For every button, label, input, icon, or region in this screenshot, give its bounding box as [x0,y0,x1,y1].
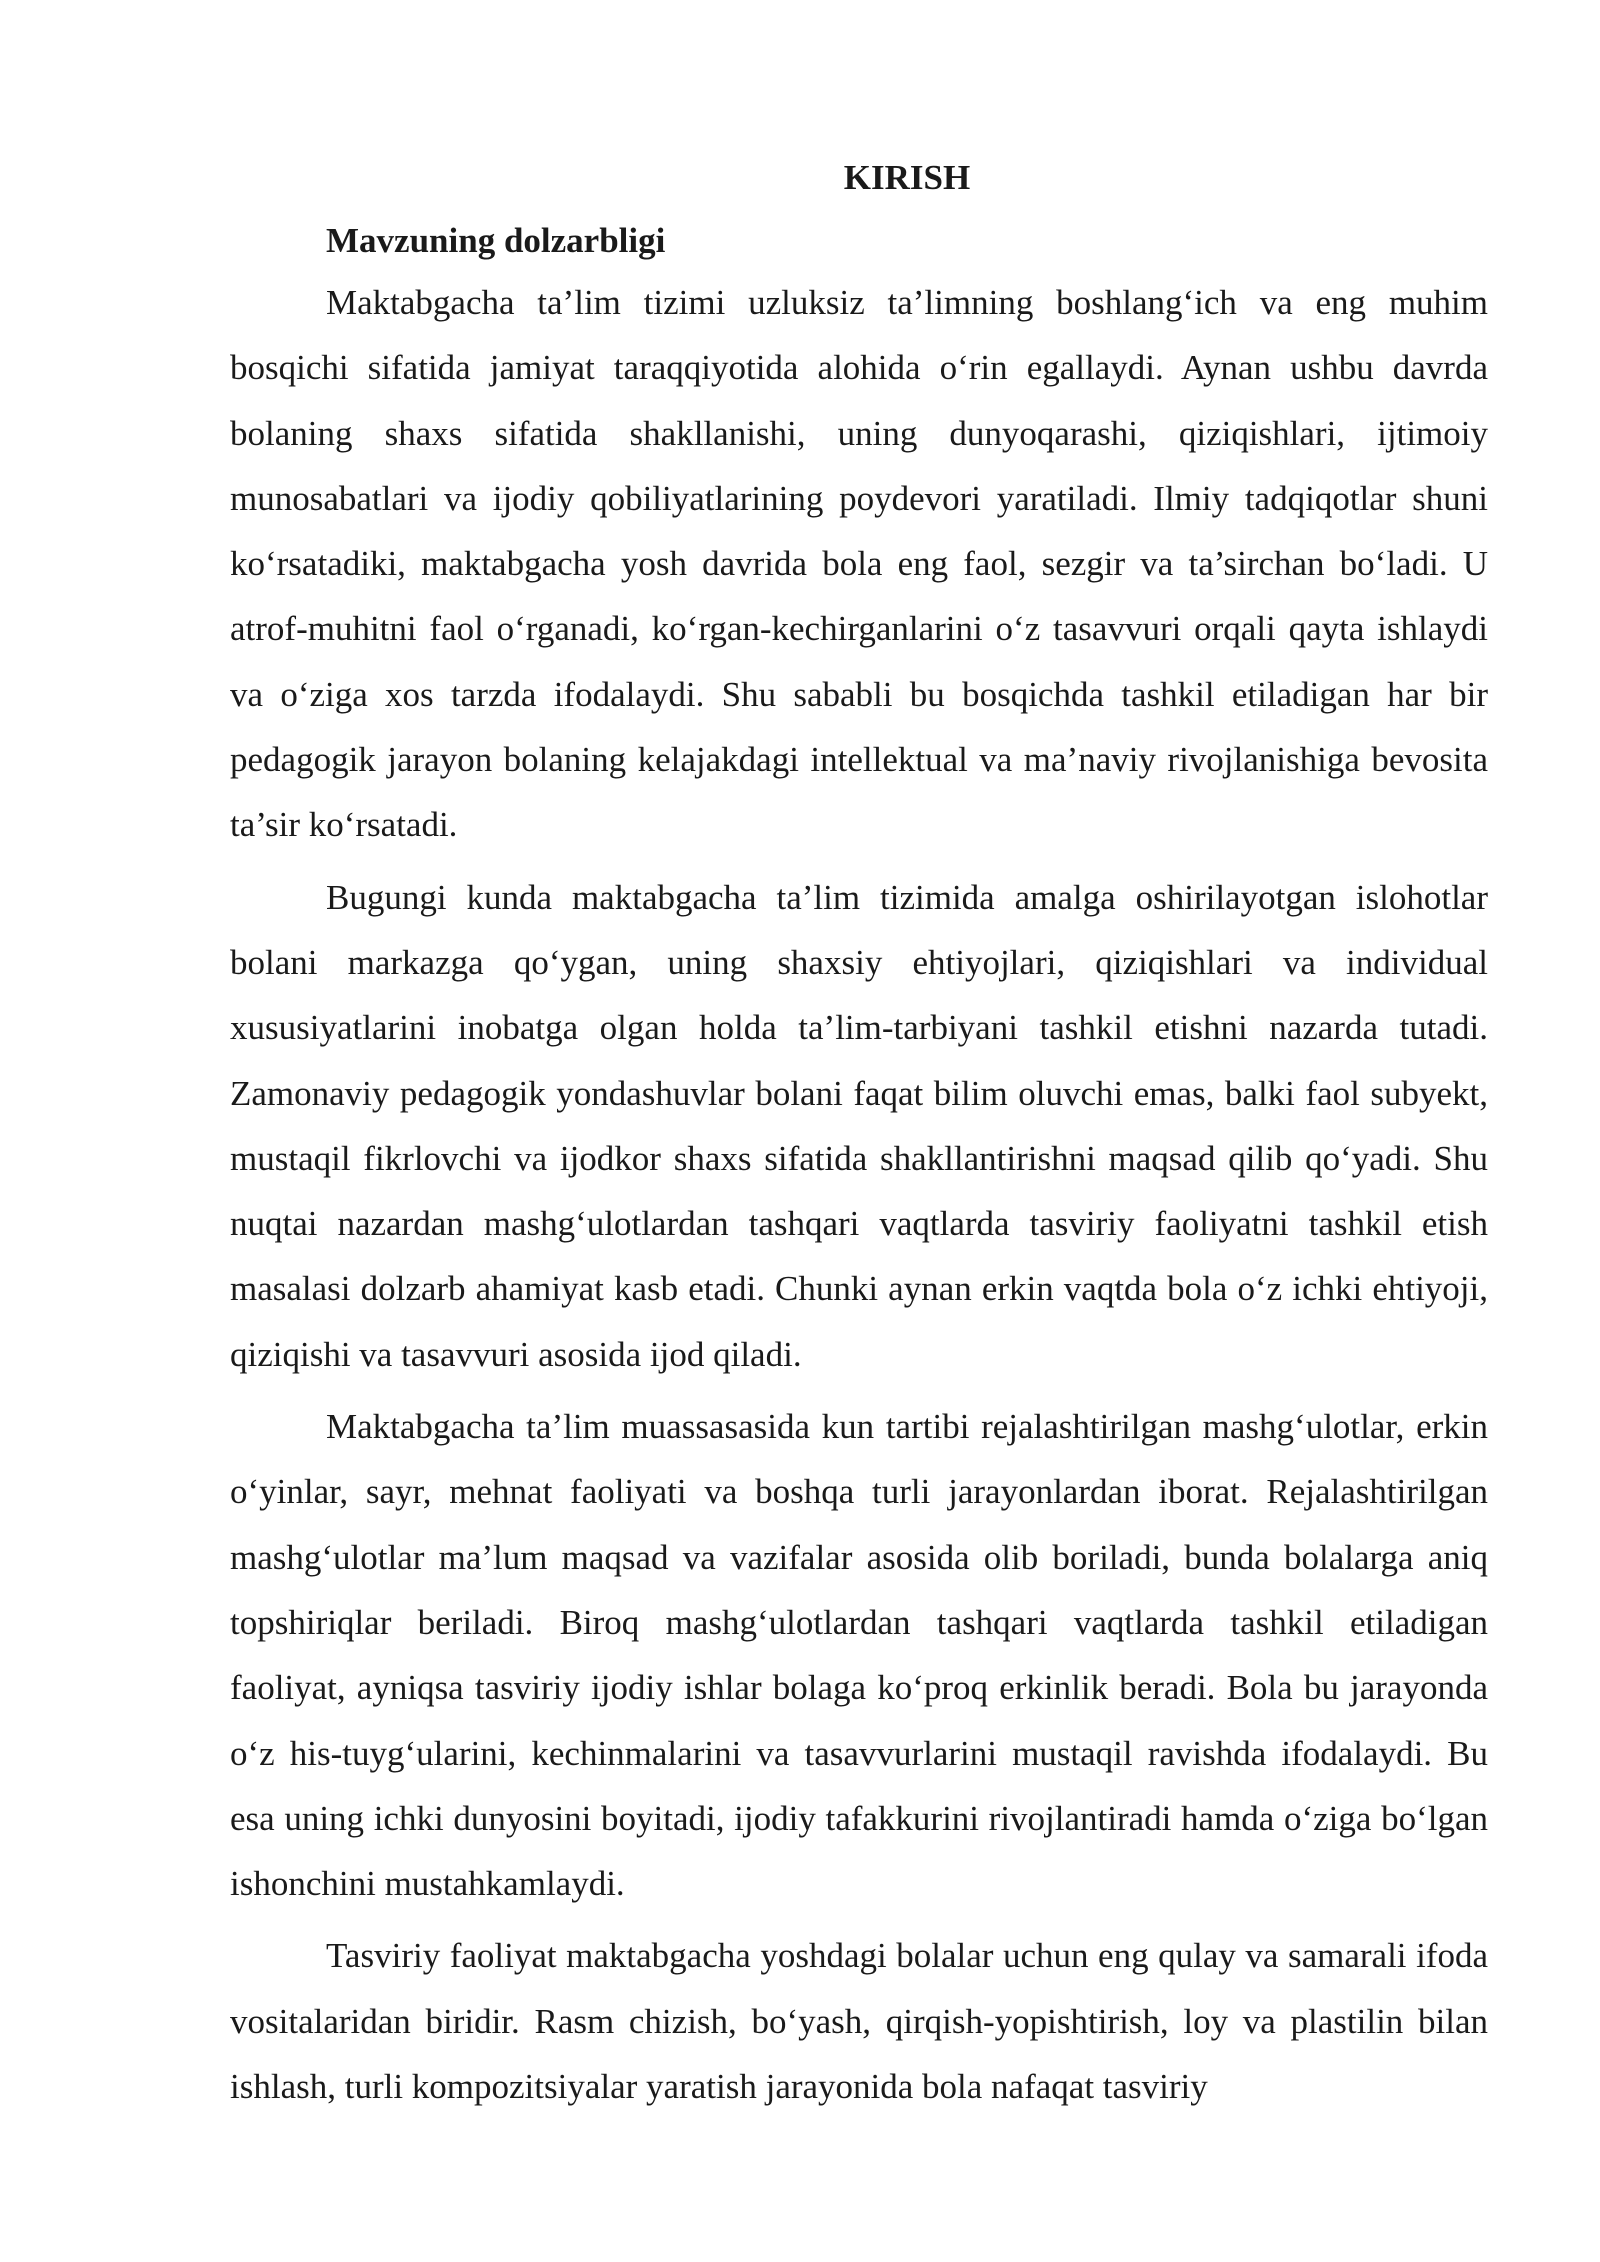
paragraph-1: Maktabgacha ta’lim tizimi uzluksiz ta’limning boshlang‘ich va eng muhim bosqichi sifatida jamiyat taraqqiyotida alohida o‘rin egallaydi. Aynan ushbu davrda bolaning shaxs sifatida shakllanishi, uning dunyoqarashi, qiziqishlari, ijtimoiy munosabatlari va ijodiy qobiliyatlarining poydevori yaratiladi. Ilmiy tadqiqotlar shuni ko‘rsatadiki, maktabgacha yosh davrida bola eng faol, sezgir va ta’sirchan bo‘ladi. U atrof-muhitni faol o‘rganadi, ko‘rgan-kechirganlarini o‘z tasavvuri orqali qayta ishlaydi va o‘ziga xos tarzda ifodalaydi. Shu sababli bu bosqichda tashkil etiladigan har bir pedagogik jarayon bolaning kelajakdagi intellektual va ma’naviy rivojlanishiga bevosita ta’sir ko‘rsatadi. [230,283,1488,845]
paragraph-4: Tasviriy faoliyat maktabgacha yoshdagi bolalar uchun eng qulay va samarali ifoda vositalaridan biridir. Rasm chizish, bo‘yash, qirqish-yopishtirish, loy va plastilin bilan ishlash, turli kompozitsiyalar yaratish jarayonida bola nafaqat tasviriy [230,1936,1488,2107]
paragraph-2: Bugungi kunda maktabgacha ta’lim tizimida amalga oshirilayotgan islohotlar bolani markazga qo‘ygan, uning shaxsiy ehtiyojlari, qiziqishlari va individual xususiyatlarini inobatga olgan holda ta’lim-tarbiyani tashkil etishni nazarda tutadi. Zamonaviy pedagogik yondashuvlar bolani faqat bilim oluvchi emas, balki faol subyekt, mustaqil fikrlovchi va ijodkor shaxs sifatida shakllantirishni maqsad qilib qo‘yadi. Shu nuqtai nazardan mashg‘ulotlardan tashqari vaqtlarda tasviriy faoliyatni tashkil etish masalasi dolzarb ahamiyat kasb etadi. Chunki aynan erkin vaqtda bola o‘z ichki ehtiyoji, qiziqishi va tasavvuri asosida ijod qiladi. [230,877,1488,1374]
section-heading: Mavzuning dolzarbligi [326,221,666,260]
paragraphs [230,270,1488,2119]
paragraph-3: Maktabgacha ta’lim muassasasida kun tartibi rejalashtirilgan mashg‘ulotlar, erkin o‘yinlar, sayr, mehnat faoliyati va boshqa turli jarayonlardan iborat. Rejalashtirilgan mashg‘ulotlar ma’lum maqsad va vazifalar asosida olib boriladi, bunda bolalarga aniq topshiriqlar beriladi. Biroq mashg‘ulotlardan tashqari vaqtlarda tashkil etiladigan faoliyat, ayniqsa tasviriy ijodiy ishlar bolaga ko‘proq erkinlik beradi. Bola bu jarayonda o‘z his-tuyg‘ularini, kechinmalarini va tasavvurlarini mustaqil ravishda ifodalaydi. Bu esa uning ichki dunyosini boyitadi, ijodiy tafakkurini rivojlantiradi hamda o‘ziga bo‘lgan ishonchini mustahkamlaydi. [230,1407,1488,1904]
document-body [230,148,1488,2119]
page-title: KIRISH [843,158,971,197]
